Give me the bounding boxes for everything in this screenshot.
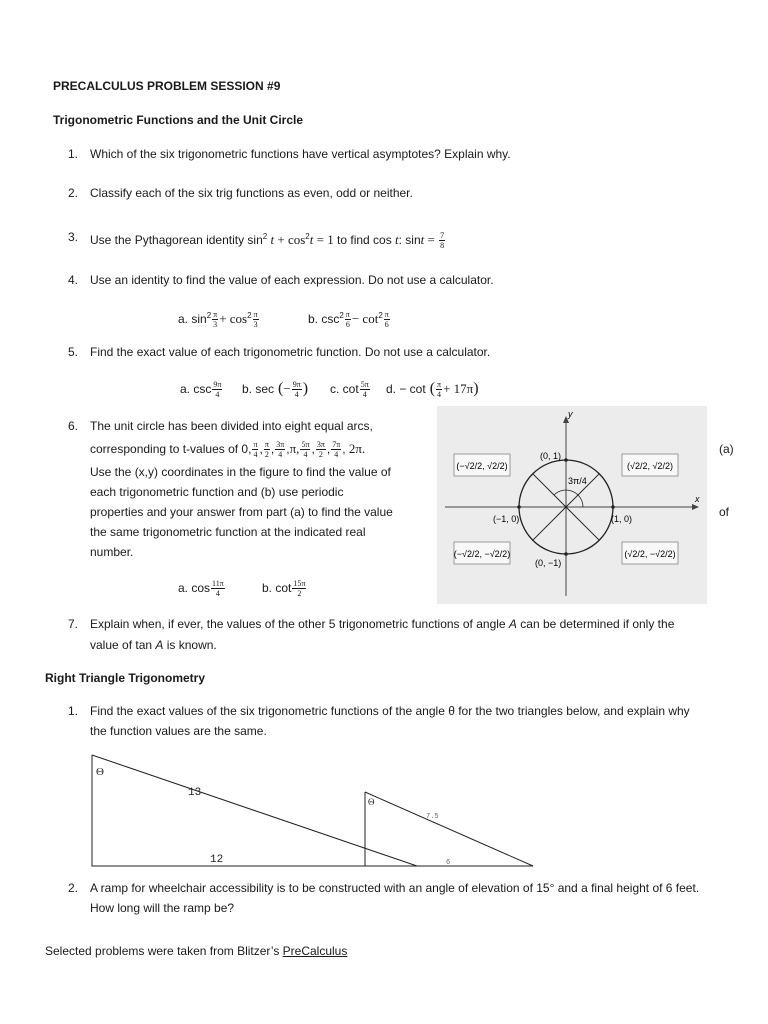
problem-number: 3. <box>68 230 79 244</box>
problem-number: 5. <box>68 345 79 359</box>
problem-number: 1. <box>68 704 79 718</box>
svg-text:(√2/2, √2/2): (√2/2, √2/2) <box>627 461 673 471</box>
problem-5-text: Find the exact value of each trigonometric function. Do not use a calculator. <box>90 345 491 359</box>
problem-number: 1. <box>68 147 79 161</box>
problem-6-line-2: corresponding to t-values of 0, $\frac{\pi}{4}$ , $\frac{\pi}{2}$ , $\frac{3\pi}{4}$ ,π, $\frac{5\pi}{4}$ , $\frac{3\pi}{2}$ , $\frac{7\pi}{4}$ , 2π. <box>90 440 366 460</box>
problem-7-line-2: value of tan A is known. <box>90 638 217 652</box>
section-heading-unit-circle: Trigonometric Functions and the Unit Circle <box>53 113 304 127</box>
problem-3-text-c: : sin <box>398 233 421 247</box>
point-0-neg1-label: (0, −1) <box>535 558 562 568</box>
problem-6-line-3: Use the (x,y) coordinates in the figure to find the value of <box>90 465 391 479</box>
problem-3-text-a: Use the Pythagorean identity sin <box>90 233 263 247</box>
svg-text:(√2/2, −√2/2): (√2/2, −√2/2) <box>624 549 676 559</box>
problem-number: 4. <box>68 273 79 287</box>
expression-5b: b. sec (− $\frac{9\pi}{4}$ ) <box>242 380 309 400</box>
problem-6-line-5: properties and your answer from part (a) to find the value <box>90 505 393 519</box>
triangle-1-hypotenuse: 13 <box>188 787 202 799</box>
triangle-1-angle: Θ <box>96 766 104 778</box>
expression-6b: b. cot $\frac{15\pi}{2}$ <box>262 579 306 599</box>
triangle-2-angle: Θ <box>368 797 375 807</box>
triangle-1-base: 12 <box>210 854 224 866</box>
expression-5c: c. cot $\frac{5\pi}{4}$ <box>330 380 369 400</box>
triangle-2-base: 6 <box>446 859 451 867</box>
expression-6a: a. cos $\frac{11\pi}{4}$ <box>178 579 224 599</box>
problem-6-line-7: number. <box>90 545 134 559</box>
problem-3-text-b: to find cos <box>333 233 392 247</box>
section-heading-right-triangle: Right Triangle Trigonometry <box>45 671 206 685</box>
y-axis-label: y <box>568 409 573 419</box>
expression-5a: a. csc $\frac{9\pi}{4}$ <box>180 380 222 400</box>
footer-note: Selected problems were taken from Blitzer’s PreCalculus <box>45 944 348 958</box>
problem-number: 2. <box>68 881 79 895</box>
expression-4b: b. $\csc^2$ $\frac{\pi}{6}$ − $\cot^2$ $\frac{\pi}{6}$ <box>308 310 389 330</box>
problem-number: 2. <box>68 186 79 200</box>
expression-5d: d. − cot ( $\frac{\pi}{4}$ + 17π) <box>386 380 479 400</box>
svg-text:(−√2/2, −√2/2): (−√2/2, −√2/2) <box>453 549 511 559</box>
triangle-problem-1-line-1: Find the exact values of the six trigonometric functions of the angle θ for the two triangles below, and explain why <box>90 704 690 718</box>
svg-text:(−√2/2, √2/2): (−√2/2, √2/2) <box>456 461 508 471</box>
problem-6-line-4: each trigonometric function and (b) use periodic <box>90 485 344 499</box>
arc-label: 3π/4 <box>568 476 587 486</box>
page-title: PRECALCULUS PROBLEM SESSION #9 <box>53 79 281 93</box>
problem-6-line-1: The unit circle has been divided into eight equal arcs, <box>90 419 373 433</box>
point-1-0-label: (1, 0) <box>611 514 633 524</box>
point-neg1-0-label: (−1, 0) <box>493 514 520 524</box>
problem-4-text: Use an identity to find the value of each expression. Do not use a calculator. <box>90 273 494 287</box>
unit-circle-figure <box>437 406 707 604</box>
problem-7-line-1: Explain when, if ever, the values of the other 5 trigonometric functions of angle A can be determined if only the <box>90 617 675 631</box>
book-title: PreCalculus <box>282 944 348 958</box>
problem-number: 6. <box>68 419 79 433</box>
triangle-problem-2-line-1: A ramp for wheelchair accessibility is to be constructed with an angle of elevation of 15° and a final height of 6 feet. <box>90 881 700 895</box>
expression-4a: a. $\sin^2$ $\frac{\pi}{3}$ + $\cos^2$ $\frac{\pi}{3}$ <box>178 310 258 330</box>
problem-1-text: Which of the six trigonometric functions have vertical asymptotes? Explain why. <box>90 147 511 161</box>
problem-6-line-6: the same trigonometric function at the indicated real <box>90 525 366 539</box>
problem-number: 7. <box>68 617 79 631</box>
triangle-2-hypotenuse: 7.5 <box>426 813 439 821</box>
triangle-problem-1-line-2: the function values are the same. <box>90 724 267 738</box>
problem-6-side-a: (a) <box>719 442 734 456</box>
triangles-figure <box>80 752 540 872</box>
x-axis-label: x <box>695 494 700 504</box>
problem-6-side-of: of <box>719 505 730 519</box>
triangle-problem-2-line-2: How long will the ramp be? <box>90 901 235 915</box>
point-0-1-label: (0, 1) <box>540 451 562 461</box>
problem-3-text: Use the Pythagorean identity $\sin^2 t + \cos^2t = 1$ to find cos t: sint = $\frac{7}{8}$ <box>90 231 445 251</box>
problem-2-text: Classify each of the six trig functions as even, odd or neither. <box>90 186 413 200</box>
